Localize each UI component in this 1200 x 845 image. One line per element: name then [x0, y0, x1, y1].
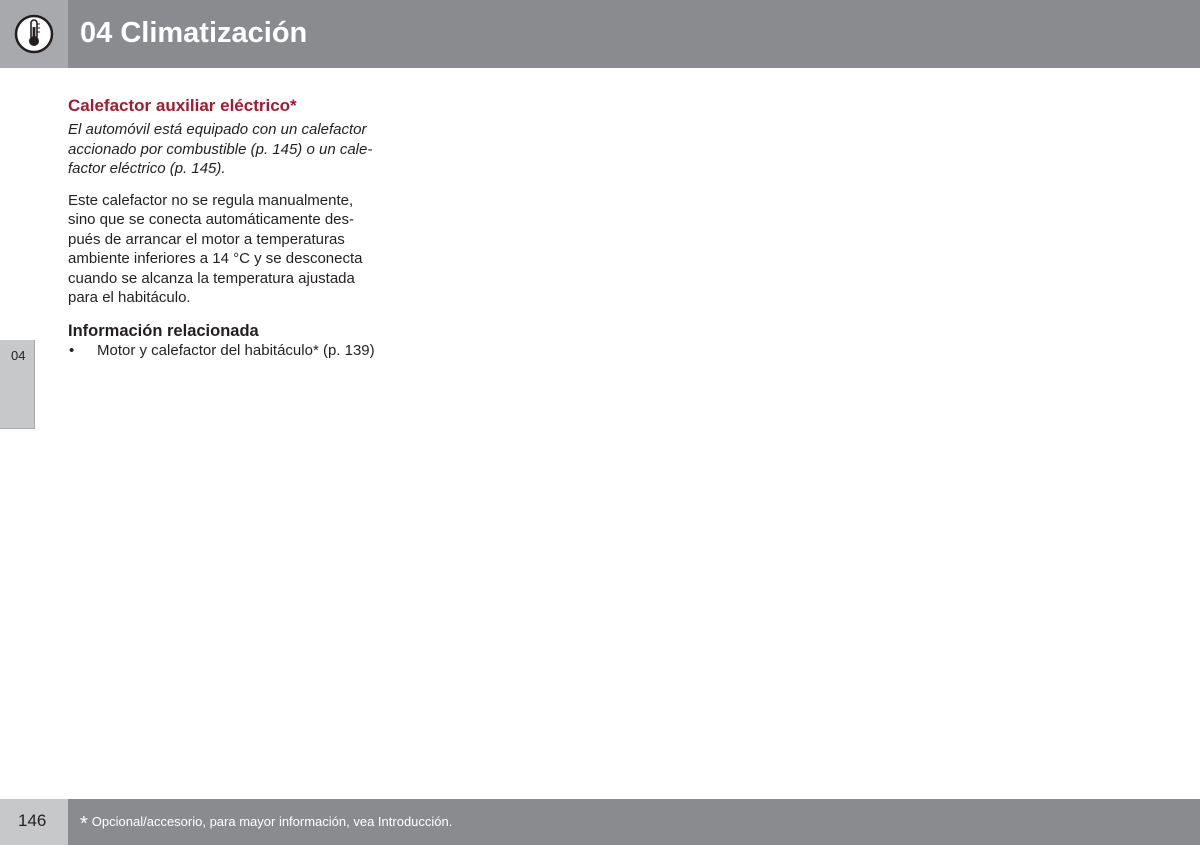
body-line: ambiente inferiores a 14 °C y se desconecta: [68, 250, 363, 267]
footnote-text: Opcional/accesorio, para mayor información, vea Introducción.: [91, 814, 453, 829]
body-line: cuando se alcanza la temperatura ajustada: [68, 269, 355, 287]
page-header: [0, 0, 1200, 68]
intro-line: El automóvil está equipado con un calefactor: [68, 121, 367, 138]
page-number-box: [0, 799, 68, 845]
footnote-star: *: [80, 813, 88, 835]
main-content: [68, 96, 408, 360]
page-number: 146: [18, 811, 47, 830]
intro-line: accionado por combustible (p. 145) o un cale-: [68, 140, 373, 158]
related-info-title: Información relacionada: [68, 321, 259, 340]
intro-line: factor eléctrico (p. 145).: [68, 160, 226, 177]
body-paragraph: [68, 191, 408, 308]
bullet-icon: •: [69, 341, 75, 359]
related-link[interactable]: [68, 341, 408, 361]
body-line: sino que se conecta automáticamente des-: [68, 211, 355, 228]
body-line: para el habitáculo.: [68, 289, 191, 306]
chapter-tab: [0, 340, 35, 429]
thermometer-icon: [14, 14, 54, 54]
footnote-bar: [68, 799, 1200, 845]
chapter-title: 04 Climatización: [80, 17, 308, 49]
page-footer: [0, 799, 1200, 845]
footnote: [80, 813, 452, 836]
body-line: Este calefactor no se regula manualmente,: [68, 191, 354, 209]
body-line: pués de arrancar el motor a temperaturas: [68, 230, 345, 248]
section-title: Calefactor auxiliar eléctrico*: [68, 96, 297, 115]
chapter-tab-label: 04: [11, 348, 26, 363]
intro-paragraph: [68, 120, 408, 179]
header-icon-box: [0, 0, 68, 68]
related-link-label[interactable]: Motor y calefactor del habitáculo* (p. 139): [97, 341, 375, 359]
